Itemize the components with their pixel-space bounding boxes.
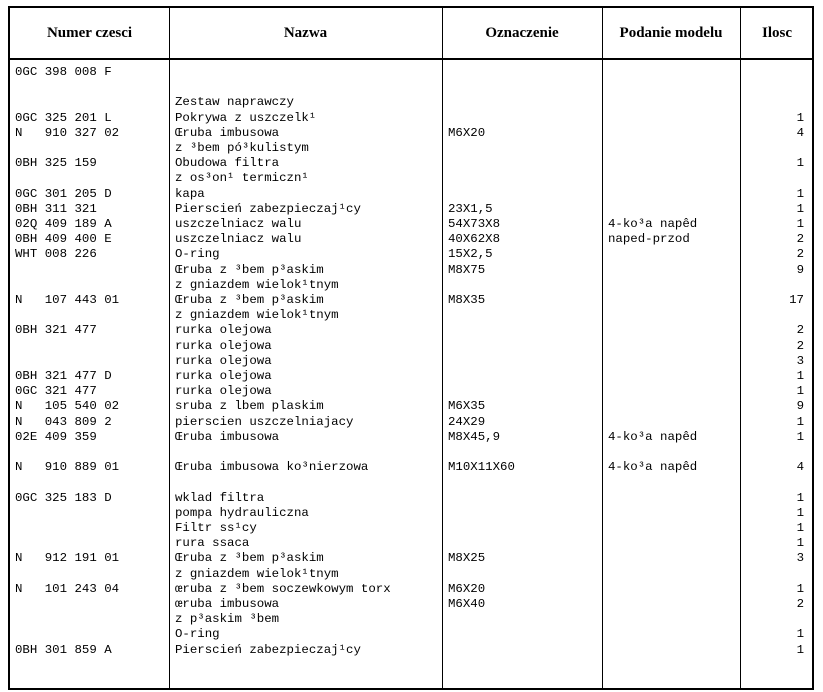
part-number-cell: 0GC 325 201 L	[15, 110, 112, 125]
name-cell: Œruba imbusowa	[175, 125, 280, 140]
name-cell: z ³bem pó³kulistym	[175, 141, 309, 155]
name-cell: rurka olejowa	[175, 384, 272, 399]
quantity-cell: 2	[796, 247, 804, 262]
quantity-cell: 1	[796, 642, 804, 657]
part-number-cell: WHT 008 226	[15, 247, 97, 262]
name-cell: Œruba z ³bem p³askim	[175, 551, 324, 566]
quantity-cell: 1	[796, 201, 804, 216]
name-cell: rura ssaca	[175, 536, 250, 551]
name-cell: Œruba imbusowa ko³nierzowa	[175, 460, 369, 475]
part-number-cell: 0BH 321 477	[15, 323, 97, 338]
quantity-cell: 9	[796, 399, 804, 414]
quantity-cell: 1	[796, 429, 804, 444]
name-cell: z gniazdem wielok¹tnym	[175, 308, 339, 323]
designation-cell: 40X62X8	[448, 232, 501, 247]
name-cell: uszczelniacz walu	[175, 217, 302, 231]
designation-cell: M6X35	[448, 399, 486, 414]
designation-cell: 23X1,5	[448, 201, 493, 216]
column-divider	[442, 8, 443, 688]
part-number-cell: N 105 540 02	[15, 399, 120, 414]
part-number-cell: N 912 191 01	[15, 551, 120, 566]
name-cell: z p³askim ³bem	[175, 612, 280, 627]
part-number-cell: 02Q 409 189 A	[15, 217, 112, 231]
header-part-number: Numer czesci	[46, 24, 133, 41]
part-number-cell: 0BH 325 159	[15, 156, 97, 171]
model-cell: 4-ko³a napêd	[608, 460, 698, 475]
part-number-cell: N 910 327 02	[15, 125, 120, 140]
name-cell: pompa hydrauliczna	[175, 505, 309, 520]
name-cell: uszczelniacz walu	[175, 232, 302, 247]
name-cell: œruba imbusowa	[175, 597, 280, 611]
quantity-cell: 1	[796, 627, 804, 642]
quantity-cell: 1	[796, 521, 804, 535]
name-cell: Obudowa filtra	[175, 156, 280, 171]
name-cell: Œruba z ³bem p³askim	[175, 262, 324, 277]
name-cell: Pokrywa z uszczelk¹	[175, 110, 317, 125]
part-number-cell: 02E 409 359	[15, 429, 97, 444]
quantity-cell: 4	[796, 460, 804, 475]
header-designation: Oznaczenie	[485, 24, 559, 41]
name-cell: Pierscień zabezpieczaj¹cy	[175, 201, 361, 216]
name-cell: O-ring	[175, 247, 220, 262]
model-cell: naped-przod	[608, 232, 690, 247]
header-name: Nazwa	[283, 24, 328, 41]
quantity-cell: 1	[796, 490, 804, 505]
part-number-cell: 0GC 325 183 D	[15, 490, 112, 505]
name-cell: rurka olejowa	[175, 338, 272, 353]
name-cell: Filtr ss¹cy	[175, 521, 257, 535]
part-number-cell: 0BH 311 321	[15, 201, 97, 216]
name-cell: Pierscień zabezpieczaj¹cy	[175, 642, 361, 657]
quantity-cell: 9	[796, 262, 804, 277]
designation-cell: M10X11X60	[448, 460, 515, 475]
model-cell: 4-ko³a napêd	[608, 429, 698, 444]
name-cell: O-ring	[175, 627, 220, 642]
quantity-cell: 2	[796, 338, 804, 353]
part-number-cell: N 107 443 01	[15, 293, 120, 307]
name-cell: wklad filtra	[175, 490, 265, 505]
name-cell: sruba z lbem plaskim	[175, 399, 324, 414]
name-cell: Œruba imbusowa	[175, 429, 280, 444]
column-divider	[602, 8, 603, 688]
quantity-cell: 1	[796, 384, 804, 399]
name-cell: rurka olejowa	[175, 369, 272, 383]
quantity-cell: 3	[796, 353, 804, 368]
part-number-cell: 0BH 321 477 D	[15, 369, 112, 383]
quantity-cell: 1	[796, 536, 804, 551]
part-number-cell: 0GC 321 477	[15, 384, 97, 399]
quantity-cell: 1	[796, 186, 804, 201]
name-cell: kapa	[175, 186, 205, 201]
parts-table	[8, 6, 814, 690]
name-cell: z os³on¹ termiczn¹	[175, 171, 309, 186]
header-divider	[10, 58, 812, 60]
quantity-cell: 3	[796, 551, 804, 566]
name-cell: pierscien uszczelniajacy	[175, 414, 354, 429]
quantity-cell: 1	[796, 581, 804, 596]
part-number-cell: 0BH 409 400 E	[15, 232, 112, 247]
quantity-cell: 2	[796, 232, 804, 247]
part-number-cell: N 101 243 04	[15, 581, 120, 596]
name-cell: z gniazdem wielok¹tnym	[175, 566, 339, 581]
column-divider	[740, 8, 741, 688]
part-number-cell: 0GC 301 205 D	[15, 186, 112, 201]
designation-cell: M6X40	[448, 597, 486, 611]
quantity-cell: 2	[796, 323, 804, 338]
designation-cell: 54X73X8	[448, 217, 501, 231]
quantity-cell: 1	[796, 505, 804, 520]
designation-cell: M8X45,9	[448, 429, 501, 444]
name-cell: Œruba z ³bem p³askim	[175, 293, 324, 307]
model-cell: 4-ko³a napêd	[608, 217, 698, 231]
name-cell: rurka olejowa	[175, 323, 272, 338]
designation-cell: M8X35	[448, 293, 486, 307]
name-cell: œruba z ³bem soczewkowym torx	[175, 581, 391, 596]
column-divider	[169, 8, 170, 688]
part-number-cell: N 910 889 01	[15, 460, 120, 475]
designation-cell: M8X25	[448, 551, 486, 566]
name-cell: z gniazdem wielok¹tnym	[175, 277, 339, 292]
quantity-cell: 1	[796, 414, 804, 429]
designation-cell: M6X20	[448, 581, 486, 596]
header-model: Podanie modelu	[619, 24, 723, 41]
quantity-cell: 1	[796, 369, 804, 383]
designation-cell: M6X20	[448, 125, 486, 140]
part-number-cell: 0BH 301 859 A	[15, 642, 112, 657]
quantity-cell: 17	[789, 293, 804, 307]
quantity-cell: 2	[796, 597, 804, 611]
header-quantity: Ilosc	[762, 24, 792, 41]
designation-cell: 24X29	[448, 414, 486, 429]
quantity-cell: 1	[796, 156, 804, 171]
quantity-cell: 1	[796, 110, 804, 125]
designation-cell: M8X75	[448, 262, 486, 277]
quantity-cell: 4	[796, 125, 804, 140]
name-cell: rurka olejowa	[175, 353, 272, 368]
part-number-cell: N 043 809 2	[15, 414, 112, 429]
name-cell: Zestaw naprawczy	[175, 95, 294, 110]
quantity-cell: 1	[796, 217, 804, 231]
designation-cell: 15X2,5	[448, 247, 493, 262]
part-number-cell: 0GC 398 008 F	[15, 65, 112, 79]
